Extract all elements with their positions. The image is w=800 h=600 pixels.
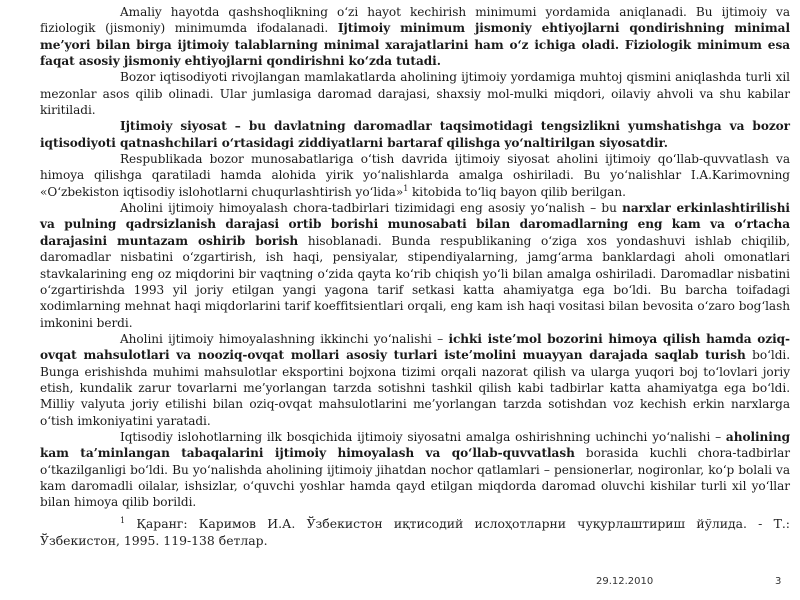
text-run: Iqtisodiy islohotlarning ilk bosqichida ijtimoiy siyosatni amalga oshirishning uchinchi yo‘nalishi –	[120, 429, 726, 444]
bold-text: aholining kam ta’minlangan tabaqalarini ijtimoiy himoyalash va qo‘llab-quvvatlash	[40, 429, 790, 461]
paragraph	[40, 331, 790, 429]
text-run: Bozor iqtisodiyoti rivojlangan mamlakatlarda aholining ijtimoiy yordamiga muhtoj qismini aniqlashda turli xil mezonlar asos qilib olinadi. Ular jumlasiga daromad darajasi, shaxsiy mol-mulki miqdori, oilaviy ahvoli va shu kabilar kiritiladi.	[40, 70, 790, 118]
page-number: 3	[775, 576, 782, 587]
footer-date: 29.12.2010	[596, 576, 654, 587]
paragraph	[40, 429, 790, 511]
bold-text: ichki iste’mol bozorini himoya qilish hamda oziq-ovqat mahsulotlari va nooziq-ovqat mollari asosiy turlari iste’molini muayyan darajada saqlab turish	[40, 331, 790, 363]
text-run: bo‘ldi. Bunga erishishda muhimi mahsulotlar eksportini bojxona tizimi orqali nazorat qilish va ularga yuqori boj to‘lovlari joriy etish, kundalik zarur tovarlarni me’yorlangan tarzda sotishni tashkil qilish kabi tadbirlar katta ahamiyatga ega bo‘ldi. Milliy valyuta joriy etilishi bilan oziq-ovqat mahsulotlarini me’yorlangan tarzda sotishdan voz kechish erkin narxlarga o‘tish imkoniyatini yaratadi.	[40, 348, 790, 428]
bold-text: Ijtimoiy siyosat – bu davlatning daromadlar taqsimotidagi tengsizlikni yumshatishga va bozor iqtisodiyoti qatnashchilari o‘rtasidagi ziddiyatlarni bartaraf qilishga yo‘naltirilgan siyosatdir.	[40, 119, 790, 150]
paragraph	[40, 200, 790, 331]
text-run: borasida kuchli chora-tadbirlar o‘tkazilganligi bo‘ldi. Bu yo‘nalishda aholining ijtimoiy jihatdan nochor qatlamlari – pensionerlar, nogironlar, ko‘p bolali va kam daromadli oilalar, ishsizlar, o‘quvchi yoshlar hamda qayd etilgan miqdorda daromad oluvchi kishilar turli xil yo‘llar bilan himoya qilib borildi.	[40, 446, 790, 510]
bold-text: Ijtimoiy minimum jismoniy ehtiyojlarni qondirishning minimal me’yori bilan birga ijtimoiy talablarning minimal xarajatlarini ham o‘z ichiga oladi. Fiziologik minimum esa faqat asosiy jismoniy ehtiyojlarni qondirishni ko‘zda tutadi.	[40, 21, 790, 69]
footnote-marker: 1	[120, 515, 126, 525]
text-run: hisoblanadi. Bunda respublikaning o‘ziga xos yondashuvi ishlab chiqilib, daromadlar nisbatini o‘zgartirish, ish haqi, pensiyalar, stipendiyalarning, jamg‘arma banklardagi aholi omonatlari stavkalarining eng oz miqdorini bir vaqtning o‘zida qayta ko‘rib chiqish yo‘li bilan amalga oshiriladi. Daromadlar nisbatini o‘zgartirishda 1993 yil joriy etilgan yangi yagona tarif setkasi katta ahamiyatga ega bo‘ldi. Bu barcha toifadagi xodimlarning mehnat haqi miqdorlarini tarif koeffitsientlari orqali, eng kam ish haqi vositasi bilan bevosita o‘zaro bog‘lash imkonini berdi.	[40, 233, 791, 330]
text-run: Amaliy hayotda qashshoqlikning o‘zi hayot kechirish minimumi yordamida aniqlanadi. Bu ijtimoiy va fiziologik (jismoniy) minimumda ifodalanadi.	[40, 5, 790, 36]
paragraph	[40, 69, 790, 118]
document-page	[40, 4, 790, 549]
text-run: kitobida to‘liq bayon qilib berilgan.	[408, 184, 626, 199]
footnote-reference: 1	[403, 183, 409, 193]
text-run: Respublikada bozor munosabatlariga o‘tish davrida ijtimoiy siyosat aholini ijtimoiy qo‘llab-quvvatlash va himoya qilishga qaratiladi hamda alohida yirik yo‘nalishlarda amalga oshiriladi. Bu yo‘nalishlar I.A.Karimovning «O‘zbekiston iqtisodiy islohotlarni chuqurlashtirish yo‘lida»	[40, 152, 790, 199]
footnote	[40, 515, 790, 549]
text-run: Aholini ijtimoiy himoyalash chora-tadbirlari tizimidagi eng asosiy yo‘nalish – bu	[120, 201, 623, 216]
footnote-text: Қаранг: Каримов И.А. Ўзбекистон иқтисодий ислоҳотларни чуқурлаштириш йўлида. - Т.: Ўзбекистон, 1995. 119-138 бетлар.	[40, 515, 790, 548]
paragraph	[40, 4, 790, 69]
text-run: Aholini ijtimoiy himoyalashning ikkinchi yo‘nalishi –	[120, 331, 449, 346]
bold-text: narxlar erkinlashtirilishi va pulning qadrsizlanish darajasi ortib borishi munosabati bilan daromadlarning eng kam va o‘rtacha darajasini muntazam oshirib borish	[40, 201, 790, 248]
body-text	[40, 4, 790, 511]
paragraph	[40, 118, 790, 151]
paragraph	[40, 151, 790, 200]
